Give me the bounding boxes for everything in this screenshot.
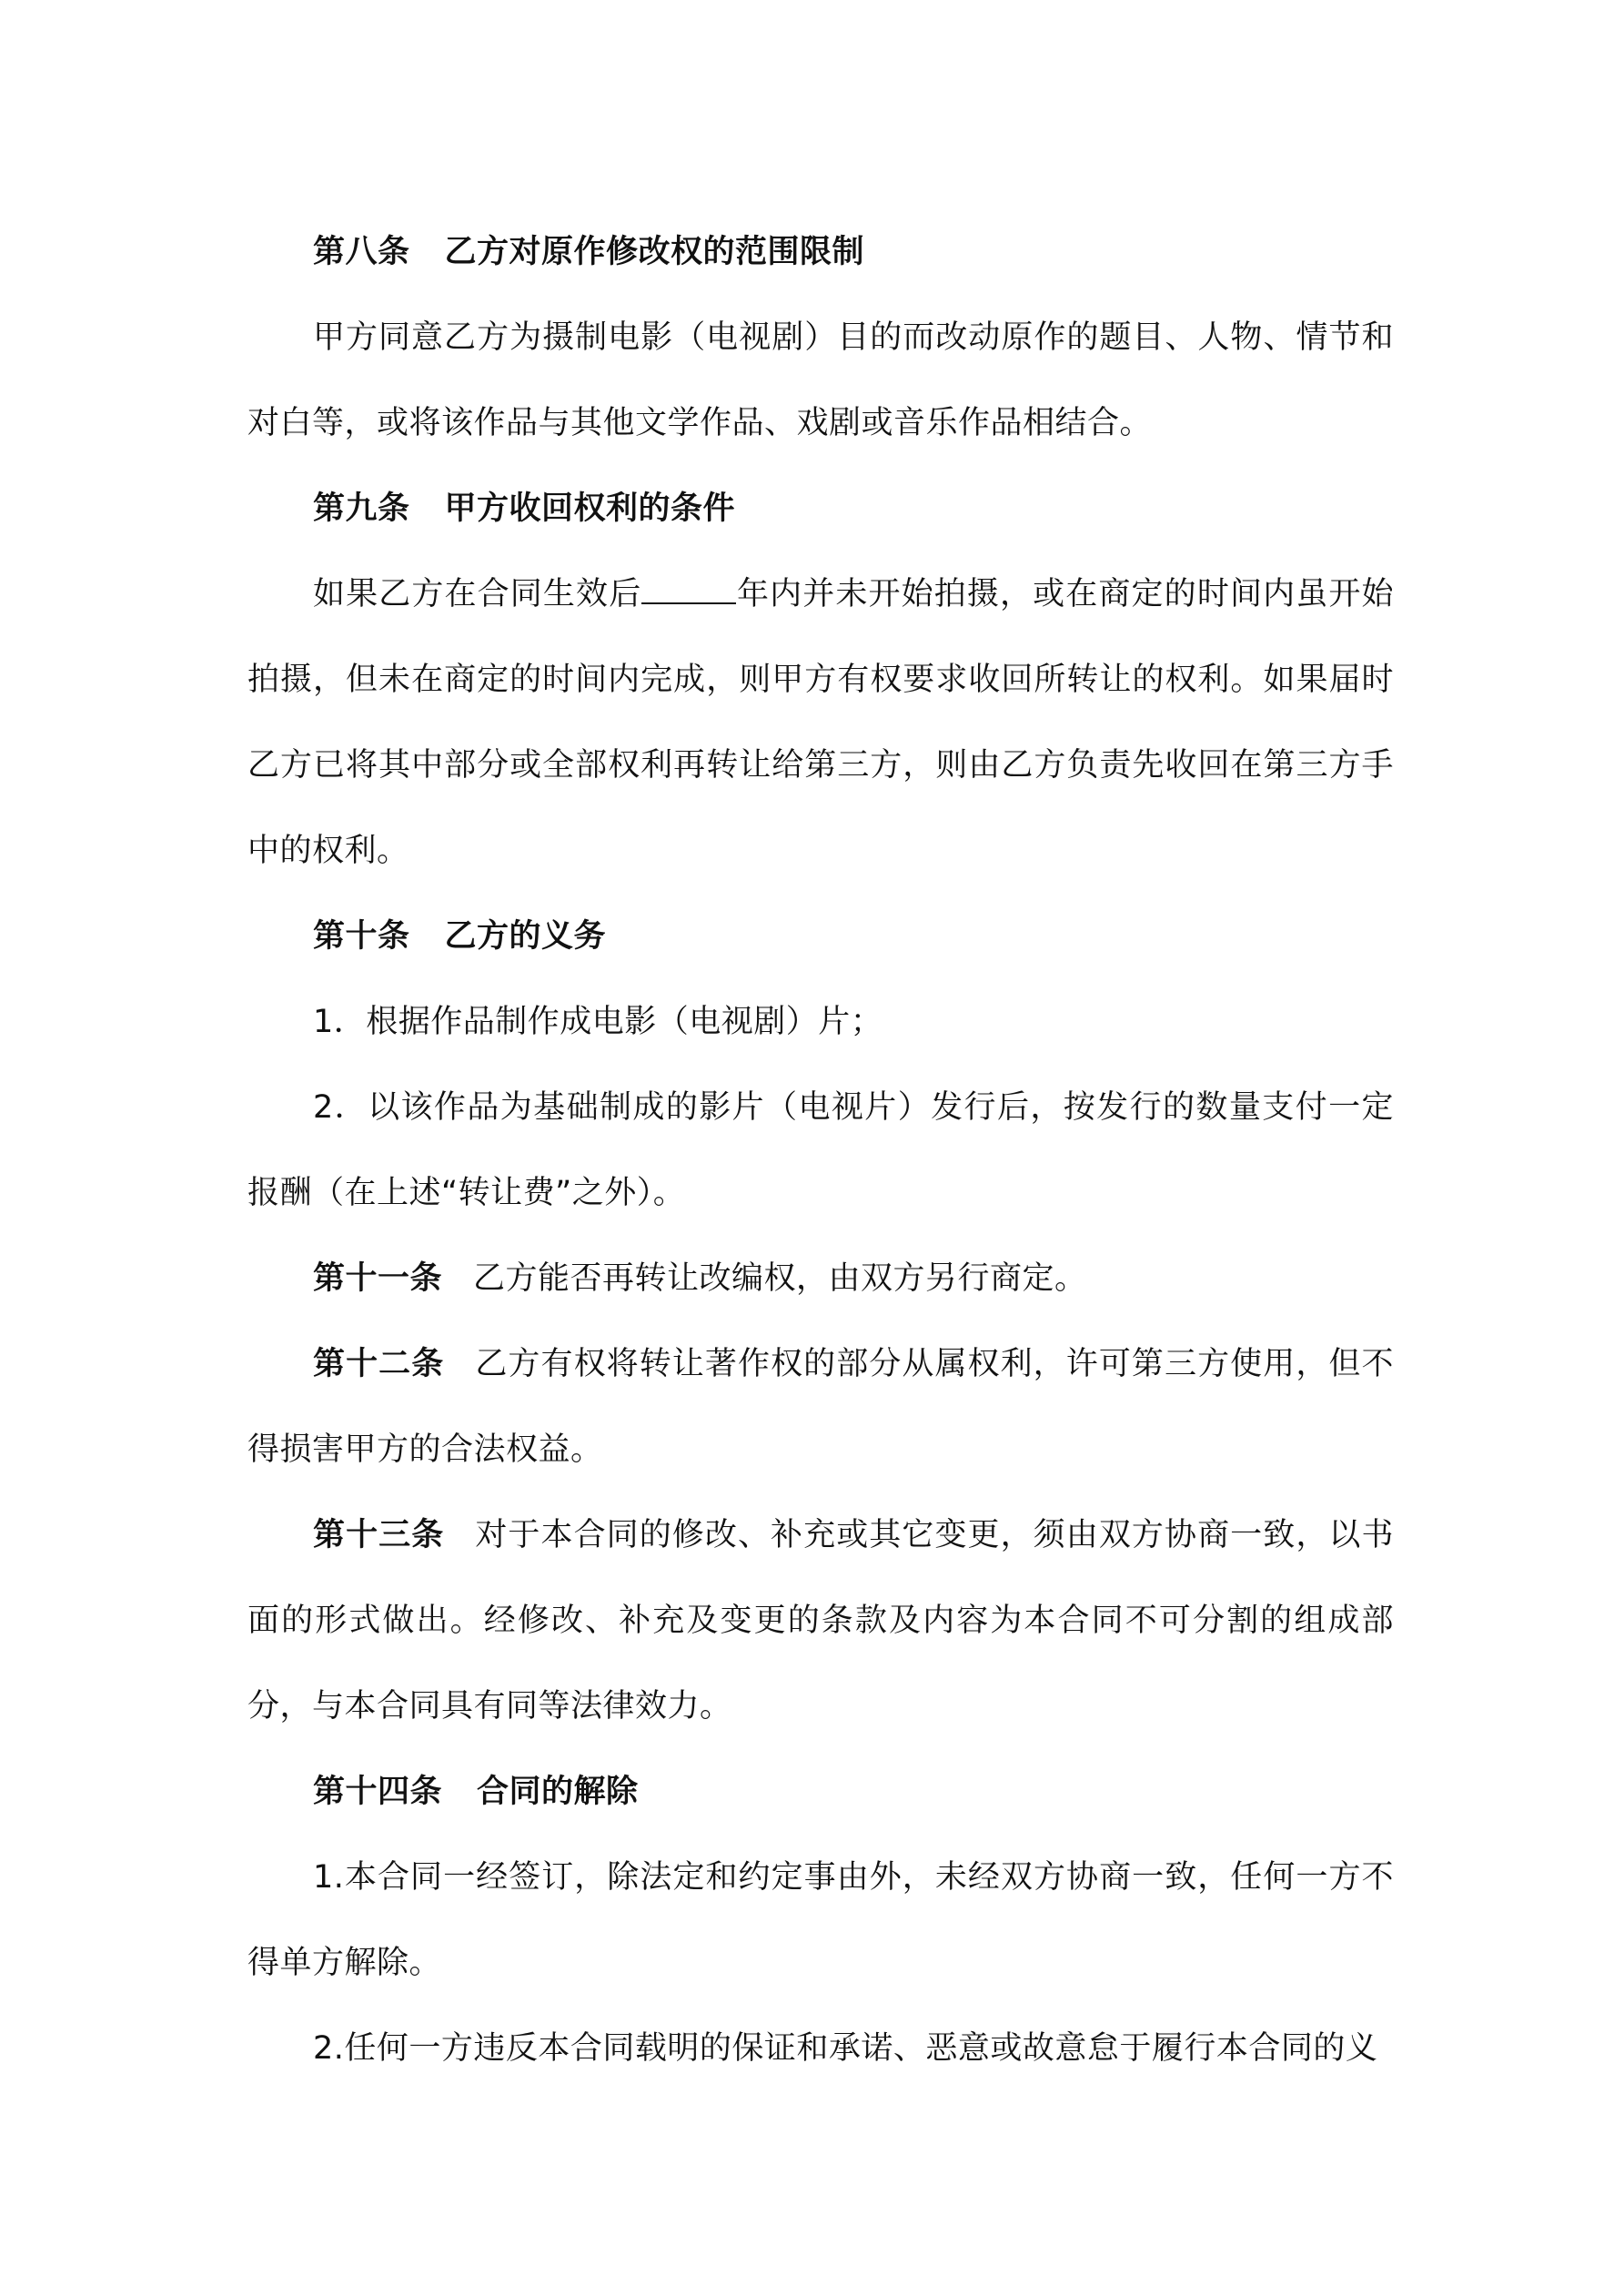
article-12 [247, 1321, 1394, 1492]
article-8-body: 甲方同意乙方为摄制电影（电视剧）目的而改动原作的题目、人物、情节和对白等，或将该作品与其他文学作品、戏剧或音乐作品相结合。 [247, 319, 1394, 441]
article-9-heading [247, 466, 1394, 551]
article-9-body-after: 年内并未开始拍摄，或在商定的时间内虽开始拍摄，但未在商定的时间内完成，则甲方有权要求收回所转让的权利。如果届时乙方已将其中部分或全部权利再转让给第三方，则由乙方负责先收回在第三方手中的权利。 [247, 576, 1394, 869]
article-13 [247, 1492, 1394, 1749]
article-14-item-2: 2.任何一方违反本合同载明的保证和承诺、恶意或故意怠于履行本合同的义 [313, 2030, 1378, 2067]
article-9-body [247, 551, 1394, 894]
article-13-label: 第十三条 [313, 1517, 445, 1553]
article-10-label: 第十条 [313, 918, 410, 955]
article-14-label: 第十四条 [313, 1774, 443, 1810]
article-14-heading [247, 1749, 1394, 1835]
years-blank-field [641, 575, 736, 604]
article-12-body: 乙方有权将转让著作权的部分从属权利，许可第三方使用，但不得损害甲方的合法权益。 [247, 1346, 1394, 1468]
article-12-label: 第十二条 [313, 1346, 445, 1382]
article-10-title: 乙方的义务 [444, 918, 607, 955]
article-10-item-2: 2．以该作品为基础制成的影片（电视片）发行后，按发行的数量支付一定报酬（在上述“转让费”之外）。 [247, 1089, 1394, 1211]
article-11-label: 第十一条 [313, 1260, 443, 1297]
article-11 [247, 1236, 1394, 1321]
article-14-title: 合同的解除 [477, 1774, 639, 1810]
article-9-title: 甲方收回权利的条件 [444, 491, 736, 527]
article-10-heading [247, 894, 1394, 979]
article-9-label: 第九条 [313, 491, 410, 527]
article-14-item-1: 1.本合同一经签订，除法定和约定事由外，未经双方协商一致，任何一方不得单方解除。 [247, 1859, 1394, 1981]
article-10-item-1: 1．根据作品制作成电影（电视剧）片； [313, 1004, 883, 1040]
document-content [247, 209, 1394, 2091]
article-11-body: 乙方能否再转让改编权，由双方另行商定。 [473, 1260, 1087, 1297]
article-8-heading [247, 209, 1394, 295]
article-13-body: 对于本合同的修改、补充或其它变更，须由双方协商一致，以书面的形式做出。经修改、补充及变更的条款及内容为本合同不可分割的组成部分，与本合同具有同等法律效力。 [247, 1517, 1394, 1725]
article-8-label: 第八条 [313, 234, 410, 270]
article-9-body-before: 如果乙方在合同生效后 [313, 576, 642, 612]
article-8-title: 乙方对原作修改权的范围限制 [444, 234, 865, 270]
